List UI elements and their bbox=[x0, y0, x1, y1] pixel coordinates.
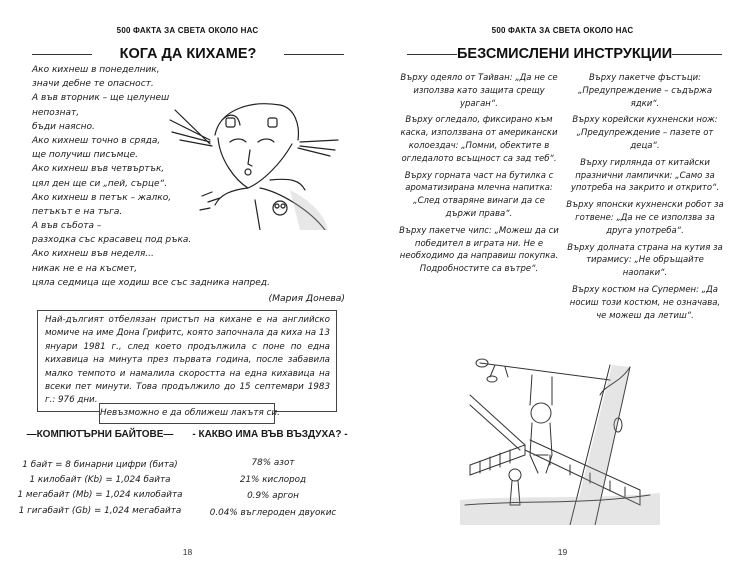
instructions-column-2 bbox=[565, 72, 725, 326]
poem-line: бъди наясно. bbox=[32, 121, 95, 132]
instructions-column-1 bbox=[399, 72, 559, 280]
instruction-item: Върху долната страна на кутия за тирамису: „Не обръщайте наопаки“. bbox=[567, 242, 723, 279]
air-list bbox=[205, 455, 341, 521]
bytes-item: 1 байт = 8 бинарни цифри (бита) bbox=[22, 460, 178, 470]
poem-line: никак не е на късмет, bbox=[32, 263, 138, 274]
poem bbox=[32, 63, 352, 290]
poem-line: разходка със красавец под ръка. bbox=[32, 235, 192, 246]
title-rule-right bbox=[284, 54, 344, 55]
page-number: 18 bbox=[182, 547, 193, 557]
instruction-item: Върху горната част на бутилка с ароматизирана млечна напитка: „След отваряне винаги да се държи права“. bbox=[404, 170, 554, 219]
poem-line: цяла седмица ще ходиш все със задника напред. bbox=[32, 277, 270, 288]
poem-line: значи дебне те опасност. bbox=[32, 79, 154, 90]
bytes-item: 1 килобайт (Kb) = 1,024 байта bbox=[29, 475, 171, 486]
instruction-item: Върху гирлянда от китайски празнични лампички: „Само за употреба на закрито и открито“. bbox=[570, 157, 720, 194]
poem-line: непознат, bbox=[32, 107, 80, 118]
elbow-fact-box: Невъзможно е да оближеш лакътя си. bbox=[99, 403, 275, 424]
bytes-item: 1 мегабайт (Mb) = 1,024 килобайта bbox=[17, 490, 183, 501]
sneeze-record-fact-box bbox=[37, 310, 337, 412]
title-rule-right bbox=[672, 54, 722, 55]
section-title: КОГА ДА КИХАМЕ? bbox=[119, 46, 257, 62]
instruction-item: Върху огледало, фиксирано към каска, използвана от американски колоездач: „Помни, обектите в огледалото всъщност са зад теб“. bbox=[400, 115, 558, 164]
air-heading: - КАКВО ИМА ВЪВ ВЪЗДУХА? - bbox=[192, 429, 348, 440]
bytes-item: 1 гигабайт (Gb) = 1,024 мегабайта bbox=[18, 505, 182, 516]
section-title: БЕЗСМИСЛЕНИ ИНСТРУКЦИИ bbox=[457, 46, 673, 62]
poem-line: Ако кихнеш във четвъртък, bbox=[32, 164, 165, 175]
running-head: 500 ФАКТА ЗА СВЕТА ОКОЛО НАС bbox=[116, 26, 259, 35]
instruction-item: Върху костюм на Супермен: „Да носиш този костюм, не означава, че можеш да летиш“. bbox=[569, 284, 721, 321]
poem-line: Ако кихнеш в понеделник, bbox=[32, 65, 160, 75]
air-item: 21% кислород bbox=[239, 474, 307, 485]
poem-line: ще получиш писъмце. bbox=[32, 150, 138, 161]
air-item: 0.9% аргон bbox=[247, 491, 299, 501]
air-item: 78% азот bbox=[251, 458, 295, 468]
instruction-item: Върху пакетче чипс: „Можеш да си победител в играта ни. Не е необходимо да направиш покупка. Подробностите са вътре“. bbox=[399, 225, 559, 275]
poem-author: (Мария Донева) bbox=[268, 293, 345, 304]
poem-line: Ако кихнеш точно в сряда, bbox=[32, 135, 161, 146]
bytes-list bbox=[14, 458, 186, 519]
poem-line: А във вторник – ще целунеш bbox=[32, 93, 170, 104]
instruction-item: Върху пакетче фъстъци: „Предупреждение – съдържа ядки“. bbox=[577, 73, 713, 109]
poem-line: цял ден ще си „пей, сърце“. bbox=[32, 178, 168, 189]
running-head: 500 ФАКТА ЗА СВЕТА ОКОЛО НАС bbox=[491, 26, 634, 35]
boy-hanging-from-tree-illustration bbox=[460, 355, 660, 525]
sneeze-record-text: Най-дългият отбелязан пристъп на кихане е на английско момиче на име Дона Грифитс, която започнала да киха на 13 януари 1981 г., след което продължила с поне по една кихавица на минута през първата година, после забавила малко темпото и намалила скоростта на една кихавица на всеки пет минути. Това продължило до 15 септември 1983 г.: 976 дни. bbox=[45, 315, 330, 406]
instruction-item: Върху корейски кухненски нож: „Предупреждение – пазете от деца“. bbox=[572, 115, 718, 151]
title-rule-left bbox=[32, 54, 92, 55]
instruction-item: Върху одеяло от Тайван: „Да не се използва като защита срещу ураган“. bbox=[400, 73, 558, 109]
poem-line: петъкът е на тъга. bbox=[32, 206, 123, 217]
instruction-item: Върху японски кухненски робот за готвене: „Да не се използва за друга употреба“. bbox=[566, 200, 724, 236]
section-title-row bbox=[32, 44, 344, 64]
poem-line: Ако кихнеш в петък – жалко, bbox=[32, 192, 172, 203]
air-item: 0.04% въглероден двуокис bbox=[209, 507, 337, 518]
title-rule-left bbox=[407, 54, 457, 55]
bytes-heading: —КОМПЮТЪРНИ БАЙТОВЕ— bbox=[26, 429, 174, 440]
section-title-row bbox=[407, 44, 719, 64]
poem-line: Ако кихнеш във неделя... bbox=[32, 249, 154, 260]
page-number: 19 bbox=[557, 547, 568, 557]
poem-line: А във събота – bbox=[32, 221, 102, 232]
